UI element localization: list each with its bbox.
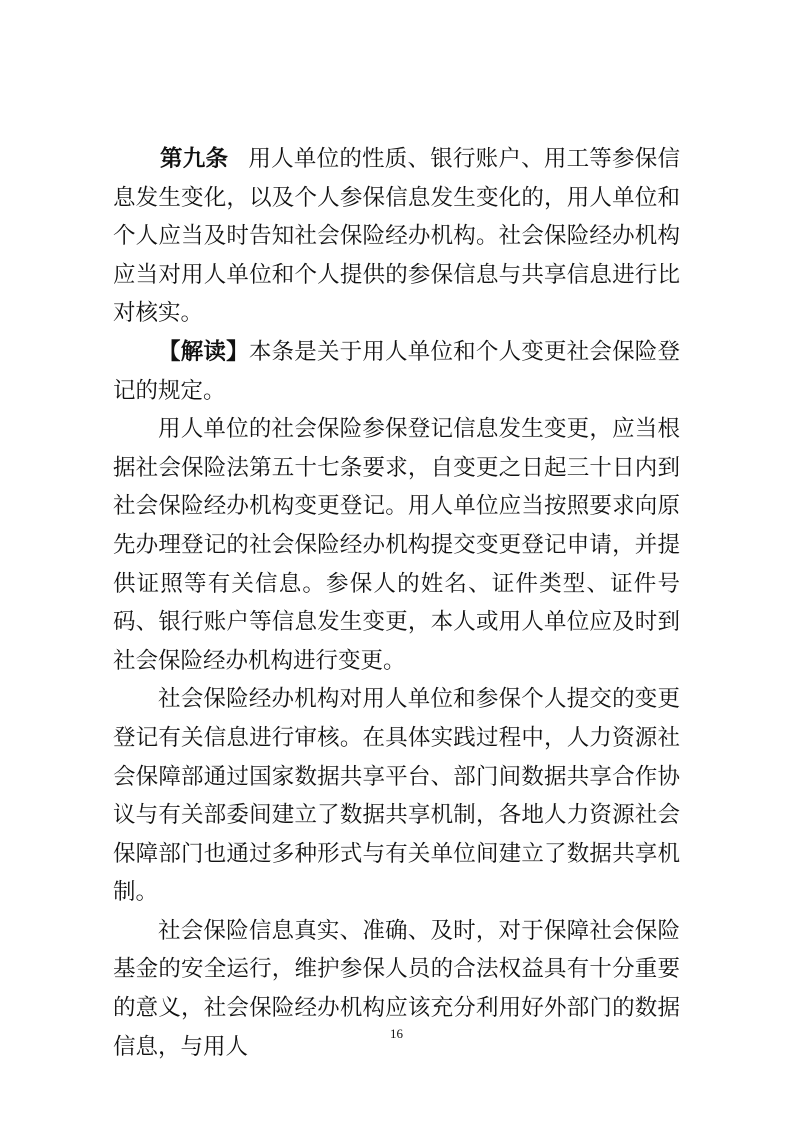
article-body: 用人单位的性质、银行账户、用工等参保信息发生变化，以及个人参保信息发生变化的，用人单位和个人应当及时告知社会保险经办机构。社会保险经办机构应当对用人单位和个人提供的参保信息与共享信息进行比对核实。 — [113, 146, 680, 327]
interpretation-text: 本条是关于用人单位和个人变更社会保险登记的规定。 — [113, 338, 680, 404]
interpretation-paragraph — [113, 333, 680, 410]
article-heading: 第九条 — [160, 146, 229, 172]
interpretation-label: 【解读】 — [158, 338, 249, 365]
body-paragraph-3: 社会保险信息真实、准确、及时，对于保障社会保险基金的安全运行，维护参保人员的合法权益具有十分重要的意义，社会保险经办机构应该充分利用好外部门的数据信息，与用人 — [113, 917, 680, 1060]
document-body — [113, 140, 680, 1066]
body-paragraph-1: 用人单位的社会保险参保登记信息发生变更，应当根据社会保险法第五十七条要求，自变更之日起三十日内到社会保险经办机构变更登记。用人单位应当按照要求向原先办理登记的社会保险经办机构提交变更登记申请，并提供证照等有关信息。参保人的姓名、证件类型、证件号码、银行账户等信息发生变更，本人或用人单位应及时到社会保险经办机构进行变更。 — [113, 416, 680, 674]
article-paragraph — [113, 140, 680, 333]
page-number: 16 — [390, 1026, 403, 1041]
body-paragraph-2: 社会保险经办机构对用人单位和参保个人提交的变更登记有关信息进行审核。在具体实践过程中，人力资源社会保障部通过国家数据共享平台、部门间数据共享合作协议与有关部委间建立了数据共享机制，各地人力资源社会保障部门也通过多种形式与有关单位间建立了数据共享机制。 — [113, 686, 680, 906]
